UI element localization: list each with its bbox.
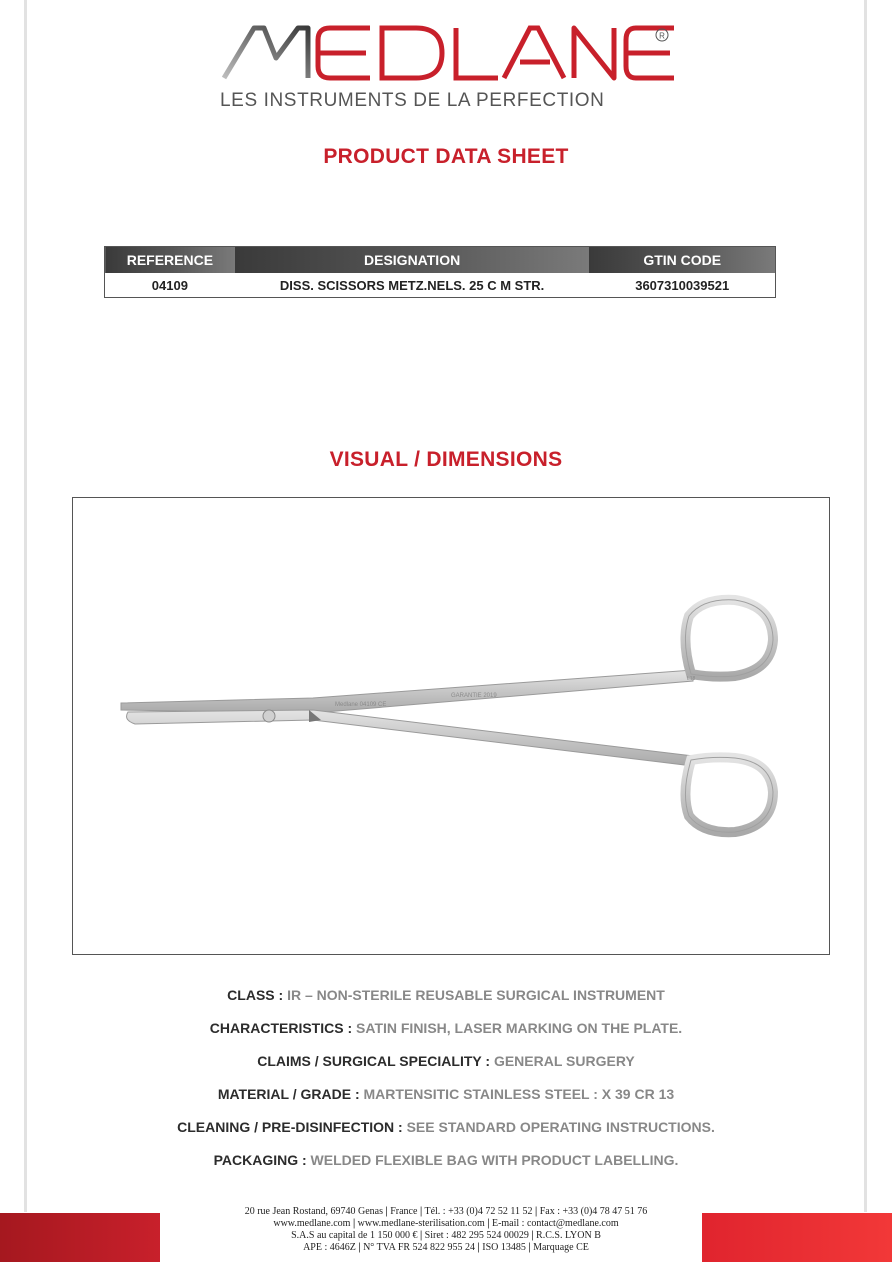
footer-fax: Fax : +33 (0)4 78 47 51 76: [539, 1206, 648, 1217]
spec-label: PACKAGING :: [213, 1152, 311, 1168]
spec-value: SATIN FINISH, LASER MARKING ON THE PLATE.: [356, 1020, 683, 1036]
footer-country: France: [390, 1206, 418, 1217]
spec-value: MARTENSITIC STAINLESS STEEL : X 39 CR 13: [363, 1086, 675, 1102]
spec-cleaning: [0, 1117, 892, 1150]
product-specifications: [0, 985, 892, 1183]
registered-mark: R: [659, 31, 665, 41]
header-reference: REFERENCE: [105, 247, 235, 274]
footer-website[interactable]: www.medlane.com: [273, 1218, 351, 1229]
header-designation: DESIGNATION: [235, 247, 590, 274]
spec-value: WELDED FLEXIBLE BAG WITH PRODUCT LABELLING.: [310, 1152, 679, 1168]
visual-dimensions-title: VISUAL / DIMENSIONS: [329, 448, 563, 471]
footer-email[interactable]: E-mail : contact@medlane.com: [491, 1218, 619, 1229]
spec-class: [0, 985, 892, 1018]
spec-characteristics: [0, 1018, 892, 1051]
spec-label: MATERIAL / GRADE :: [217, 1086, 364, 1102]
footer-address-line: 20 rue Jean Rostand, 69740 Genas | France | Tél. : +33 (0)4 72 52 11 52 | Fax : +33 (0)4 78 47 51 76: [244, 1206, 648, 1217]
product-reference-table: [104, 246, 776, 298]
table-header-row: [105, 247, 776, 274]
footer-ape: APE : 4646Z: [303, 1242, 356, 1253]
spec-packaging: [0, 1150, 892, 1183]
pivot-screw-icon: [263, 710, 275, 722]
footer-siret: Siret : 482 295 524 00029: [424, 1230, 529, 1241]
cell-reference: 04109: [151, 277, 188, 293]
cell-gtin-code: 3607310039521: [635, 277, 730, 293]
spec-value: GENERAL SURGERY: [493, 1053, 635, 1069]
spec-value: IR – NON-STERILE REUSABLE SURGICAL INSTRUMENT: [287, 987, 665, 1003]
header-gtin-code: GTIN CODE: [589, 247, 775, 274]
surgical-scissors-icon: [73, 498, 831, 956]
footer-registration-line: APE : 4646Z | N° TVA FR 524 822 955 24 | ISO 13485 | Marquage CE: [303, 1242, 589, 1253]
footer-sterilisation-website[interactable]: www.medlane-sterilisation.com: [357, 1218, 485, 1229]
engraving-guarantee: GARANTIE 2019: [451, 693, 497, 699]
cell-designation: DISS. SCISSORS METZ.NELS. 25 C M STR.: [279, 277, 545, 293]
footer-vat: N° TVA FR 524 822 955 24: [363, 1242, 476, 1253]
footer-legal-line: S.A.S au capital de 1 150 000 € | Siret : 482 295 524 00029 | R.C.S. LYON B: [291, 1230, 601, 1241]
spec-claims: [0, 1051, 892, 1084]
spec-label: CHARACTERISTICS :: [209, 1020, 357, 1036]
spec-material: [0, 1084, 892, 1117]
spec-label: CLAIMS / SURGICAL SPECIALITY :: [257, 1053, 494, 1069]
footer-capital: S.A.S au capital de 1 150 000 €: [291, 1230, 418, 1241]
spec-label: CLEANING / PRE-DISINFECTION :: [177, 1119, 407, 1135]
engraving-brand: Medlane 04109 CE: [335, 702, 387, 708]
product-data-sheet-title: PRODUCT DATA SHEET: [323, 145, 569, 168]
footer-ce-marking: Marquage CE: [533, 1242, 589, 1253]
footer-phone: Tél. : +33 (0)4 72 52 11 52: [424, 1206, 533, 1217]
footer-address: 20 rue Jean Rostand, 69740 Genas: [244, 1206, 384, 1217]
company-footer: [0, 1206, 892, 1254]
engraving-lot: L18: [687, 676, 696, 682]
footer-iso: ISO 13485: [482, 1242, 526, 1253]
footer-rcs: R.C.S. LYON B: [536, 1230, 601, 1241]
product-visual-frame: [72, 497, 830, 955]
footer-web-line: www.medlane.com | www.medlane-sterilisation.com | E-mail : contact@medlane.com: [273, 1218, 619, 1229]
table-row: [105, 273, 776, 298]
spec-label: CLASS :: [227, 987, 288, 1003]
brand-tagline: LES INSTRUMENTS DE LA PERFECTION: [220, 90, 605, 111]
spec-value: SEE STANDARD OPERATING INSTRUCTIONS.: [406, 1119, 715, 1135]
